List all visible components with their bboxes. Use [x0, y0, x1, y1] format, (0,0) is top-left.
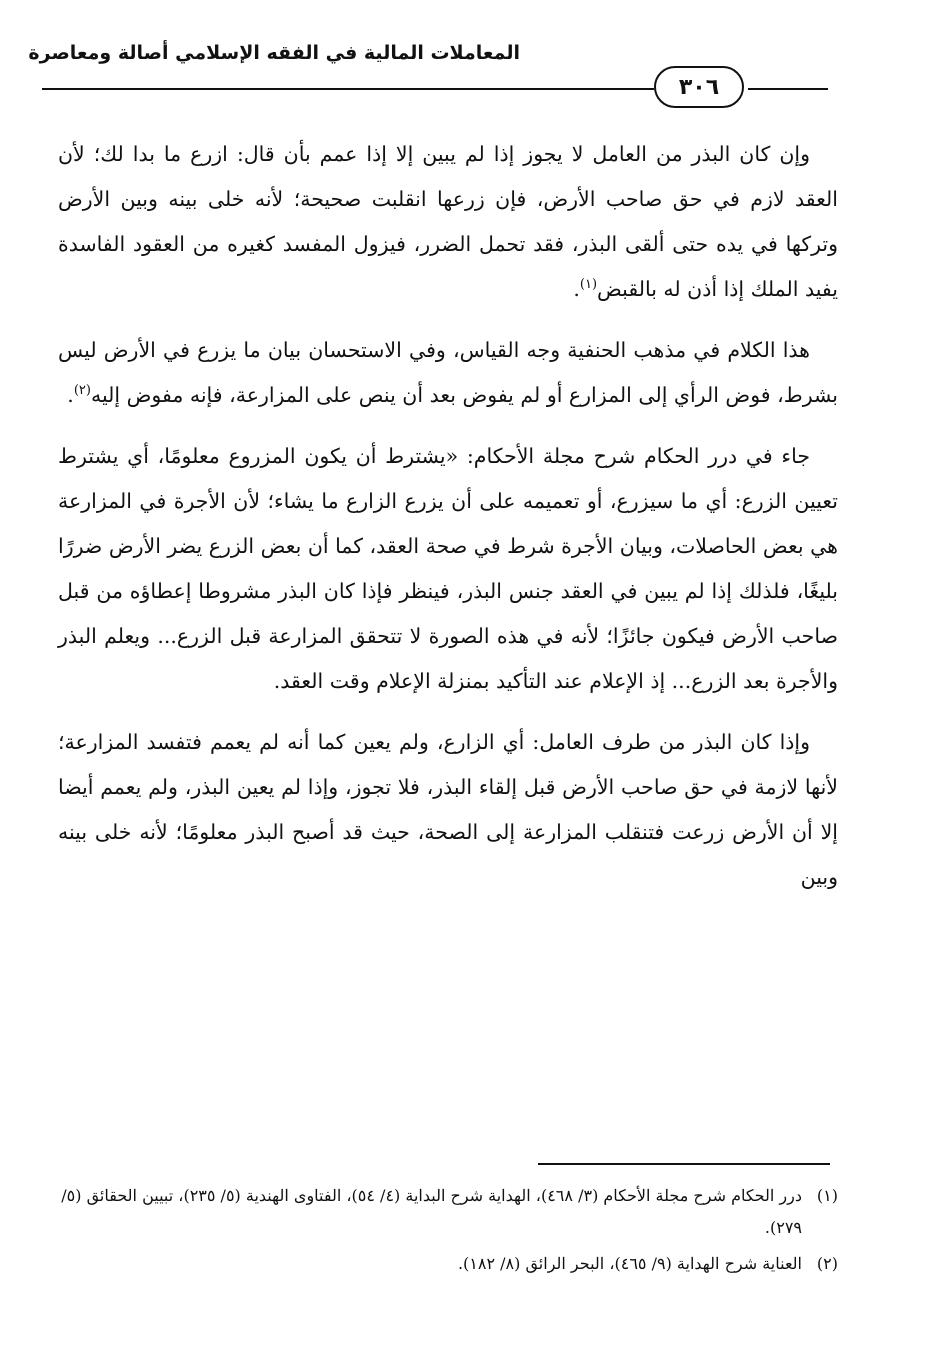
- paragraph-4-text: وإذا كان البذر من طرف العامل: أي الزارع، ولم يعين كما أنه لم يعمم فتفسد المزارعة؛ لأنها لازمة في حق صاحب الأرض قبل إلقاء البذر، فلا تجوز، وإذا لم يعين البذر، ولم يعمم أيضا إلا أن الأرض زرعت فتنقلب المزارعة إلى الصحة، حيث قد أصبح البذر معلومًا؛ لأنه خلى بينه وبين: [58, 730, 838, 889]
- header-rule-left: [42, 88, 654, 90]
- paragraph-3-text: جاء في درر الحكام شرح مجلة الأحكام: «يشترط أن يكون المزروع معلومًا، أي يشترط تعيين الزرع: أي ما سيزرع، أو تعميمه على أن يزرع الزارع ما يشاء؛ لأن الأجرة في المزارعة هي بعض الحاصلات، وبيان الأجرة شرط في صحة العقد، كما أن بعض الزرع يضر الأرض ضررًا بليغًا، فلذلك إذا لم يبين في العقد جنس البذر، فينظر فإذا كان البذر مشروطا إعطاؤه من قبل صاحب الأرض فيكون جائزًا؛ لأنه في هذه الصورة لا تتحقق المزارعة قبل الزرع... ويعلم البذر والأجرة بعد الزرع... إذ الإعلام عند التأكيد بمنزلة الإعلام وقت العقد.: [58, 444, 838, 693]
- running-title: المعاملات المالية في الفقه الإسلامي أصالة ومعاصرة: [28, 42, 520, 64]
- footnote-2: [58, 1248, 838, 1280]
- footnote-2-text: العناية شرح الهداية (٩/ ٤٦٥)، البحر الرائق (٨/ ١٨٢).: [457, 1254, 802, 1273]
- footnote-ref-1: (١): [579, 277, 598, 293]
- footnote-separator: [538, 1163, 830, 1165]
- paragraph-2-text: هذا الكلام في مذهب الحنفية وجه القياس، وفي الاستحسان بيان ما يزرع في الأرض ليس بشرط، فوض الرأي إلى المزارع أو لم يفوض بعد أن ينص على المزارعة، فإنه مفوض إليه: [58, 338, 838, 407]
- paragraph-3: [58, 434, 838, 704]
- paragraph-2-end: .: [67, 383, 74, 407]
- paragraph-4: [58, 720, 838, 900]
- footnote-ref-2: (٢): [73, 383, 91, 399]
- paragraph-1-text: وإن كان البذر من العامل لا يجوز إذا لم يبين إلا إذا عمم بأن قال: ازرع ما بدا لك؛ لأن العقد لازم في حق صاحب الأرض، فإن زرعها انقلبت صحيحة؛ لأنه خلى بينه وبين الأرض وتركها في يده حتى ألقى البذر، فقد تحمل الضرر، فيزول المفسد كغيره من العقود الفاسدة يفيد الملك إذا أذن له بالقبض: [58, 142, 838, 301]
- paragraph-1: [58, 132, 838, 312]
- footnote-1: [58, 1180, 838, 1244]
- paragraph-2: [58, 328, 838, 418]
- footnote-2-number: (٢): [816, 1254, 838, 1273]
- body-text: [58, 132, 838, 900]
- header-rule-right: [748, 88, 828, 90]
- footnote-1-text: درر الحكام شرح مجلة الأحكام (٣/ ٤٦٨)، الهداية شرح البداية (٤/ ٥٤)، الفتاوى الهندية (٥/ ٢٣٥)، تبيين الحقائق (٥/ ٢٧٩).: [61, 1186, 802, 1237]
- paragraph-1-end: .: [573, 277, 580, 301]
- page-number: ٣٠٦: [654, 66, 744, 108]
- footnote-1-number: (١): [816, 1186, 838, 1205]
- footnotes: [58, 1180, 838, 1284]
